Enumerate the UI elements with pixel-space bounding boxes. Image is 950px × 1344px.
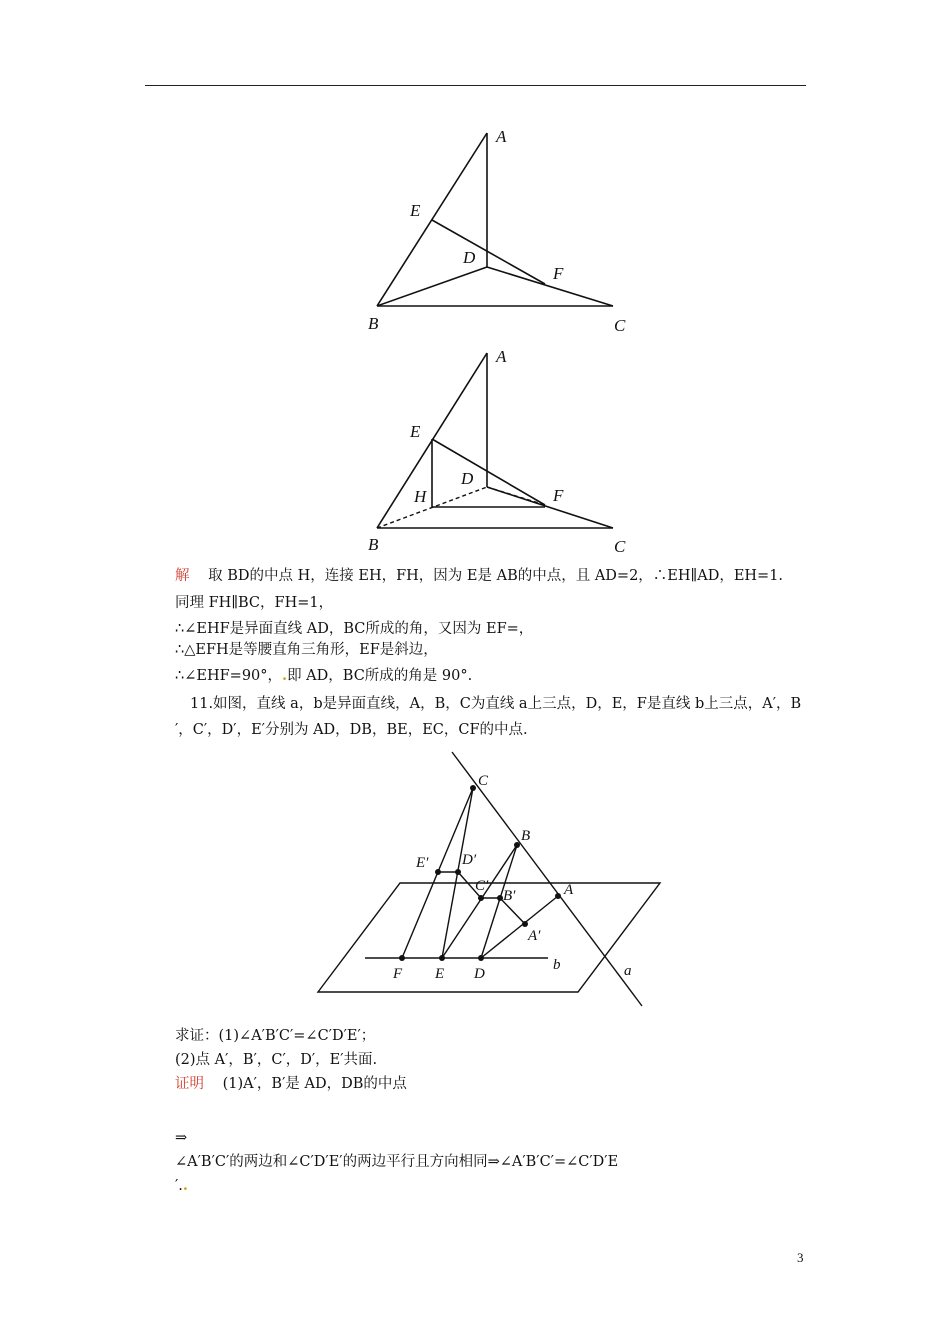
solution-line-2: 同理 FH∥BC，FH=1， <box>175 595 334 611</box>
point-Ap <box>522 921 528 927</box>
point-D <box>478 955 484 961</box>
label-C: C <box>614 537 626 556</box>
label-Ep: E′ <box>416 855 429 871</box>
proof-line-2: (2)点 A′，B′，C′，D′，E′共面. <box>175 1052 378 1068</box>
label-B: B <box>521 828 531 844</box>
label-C: C <box>614 316 626 335</box>
point-F <box>399 955 405 961</box>
label-E: E <box>435 966 445 982</box>
point-B <box>514 842 520 848</box>
label-D: D <box>461 469 474 488</box>
problem-11-line-2: ′，C′，D′，E′分别为 AD，DB，BE，EC，CF的中点. <box>175 722 528 738</box>
label-Ap: A′ <box>528 928 541 944</box>
label-F: F <box>393 966 403 982</box>
proof-line-1: 求证：(1)∠A′B′C′=∠C′D′E′； <box>175 1028 376 1044</box>
proof-line-4: ∠A′B′C′的两边和∠C′D′E′的两边平行且方向相同⇒∠A′B′C′=∠C′D′E <box>175 1154 619 1170</box>
proof-line-5: ′.. <box>175 1177 188 1194</box>
label-a: a <box>624 963 632 979</box>
label-Dp: D′ <box>462 852 477 868</box>
label-D: D <box>463 248 476 267</box>
solution-tag: 解 <box>175 568 190 584</box>
label-E: E <box>410 422 421 441</box>
decorative-dot: . <box>182 1177 188 1194</box>
seg-AD <box>481 896 558 958</box>
label-Cp: C′ <box>475 878 489 894</box>
proof-arrow: ⇒ <box>175 1130 188 1146</box>
point-A <box>555 893 561 899</box>
label-A: A <box>564 882 574 898</box>
label-A: A <box>496 127 507 146</box>
decorative-dot: . <box>282 667 288 684</box>
label-A: A <box>496 347 507 366</box>
point-Dp <box>455 869 461 875</box>
label-H: H <box>414 487 427 506</box>
label-C: C <box>478 773 489 789</box>
point-C <box>470 785 476 791</box>
label-F: F <box>553 264 564 283</box>
solution-line-1: 解 取 BD的中点 H，连接 EH，FH，因为 E是 AB的中点，且 AD=2，∴EH∥AD，EH=1. <box>175 568 784 584</box>
proof-tag: 证明 <box>175 1076 204 1092</box>
page-number: 3 <box>797 1250 804 1265</box>
solution-line-3: ∴∠EHF是异面直线 AD，BC所成的角，又因为 EF=， <box>175 621 534 637</box>
solution-line-4: ∴△EFH是等腰直角三角形，EF是斜边， <box>175 642 438 658</box>
label-E: E <box>410 201 421 220</box>
problem-11-line-1: 11.如图，直线 a，b是异面直线，A，B，C为直线 a上三点，D，E，F是直线 b上三点，A′，B <box>190 696 802 712</box>
proof-line-3: 证明 (1)A′，B′是 AD，DB的中点 <box>175 1076 407 1092</box>
label-F: F <box>553 486 564 505</box>
label-B: B <box>368 314 379 333</box>
label-Bp: B′ <box>503 888 516 904</box>
solution-line-5: ∴∠EHF=90°，.即 AD，BC所成的角是 90°. <box>175 667 473 684</box>
point-E <box>439 955 445 961</box>
label-b: b <box>553 957 561 973</box>
label-B: B <box>368 535 379 554</box>
point-Cp <box>478 895 484 901</box>
plane <box>318 883 660 992</box>
point-Ep <box>435 869 441 875</box>
label-D: D <box>474 966 485 982</box>
